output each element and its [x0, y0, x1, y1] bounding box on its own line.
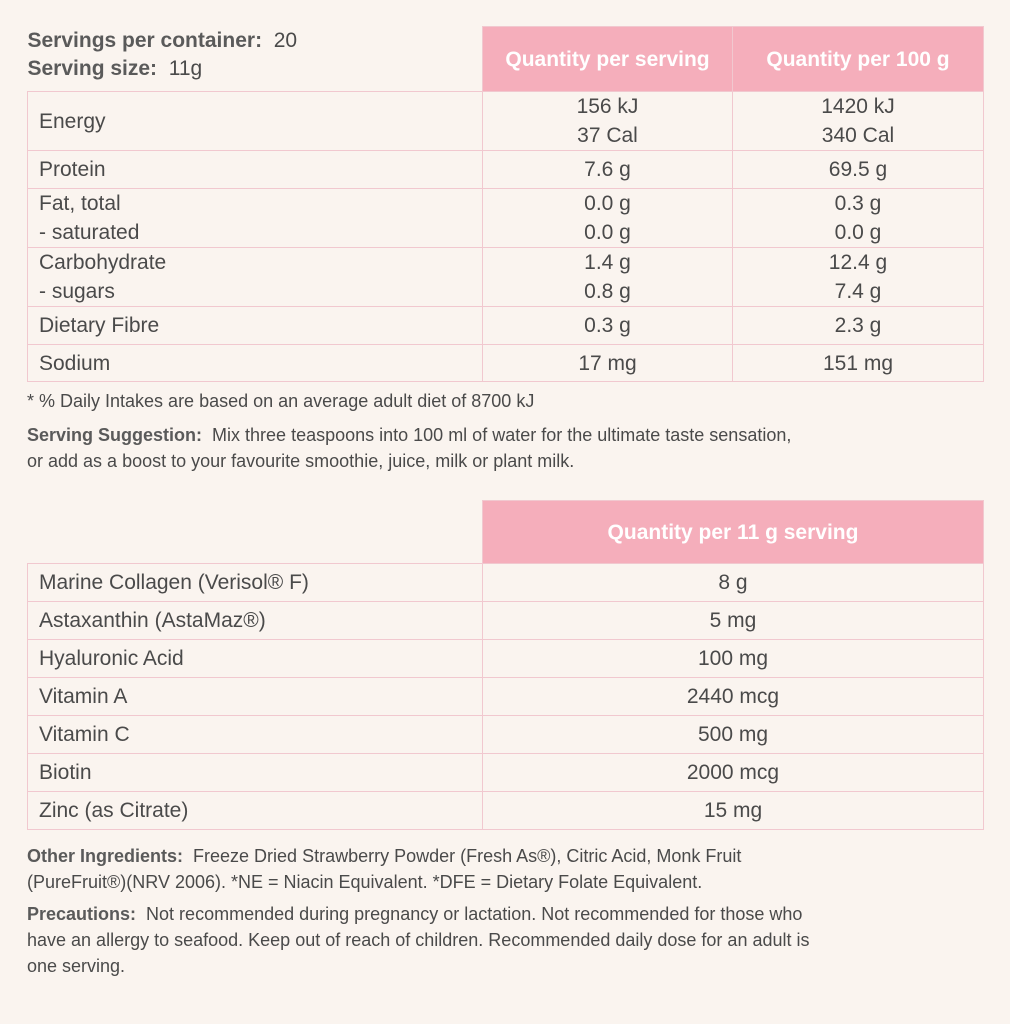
header-quantity-per-11g-serving: Quantity per 11 g serving — [483, 501, 984, 564]
nutrient-serving-value: 156 kJ 37 Cal — [483, 92, 733, 151]
actives-table — [27, 500, 984, 830]
table-row — [28, 92, 984, 151]
table-row — [28, 248, 984, 307]
other-ingredients: Other Ingredients: Freeze Dried Strawberry Powder (Fresh As®), Citric Acid, Monk Fruit (PureFruit®)(NRV 2006). *NE = Niacin Equivalent. *DFE = Dietary Folate Equivalent. — [27, 846, 742, 892]
table-row — [28, 151, 984, 189]
ingredient-name: Biotin — [28, 754, 483, 792]
ingredient-name: Marine Collagen (Verisol® F) — [28, 564, 483, 602]
header-quantity-per-serving: Quantity per serving — [483, 27, 733, 92]
nutrient-name: Fat, total - saturated — [28, 189, 483, 248]
header-quantity-per-100g: Quantity per 100 g — [733, 27, 984, 92]
nutrient-name: Dietary Fibre — [28, 307, 483, 345]
serving-info — [28, 27, 483, 92]
nutrient-serving-value: 1.4 g 0.8 g — [483, 248, 733, 307]
table-row — [28, 792, 984, 830]
serving-suggestion: Serving Suggestion: Mix three teaspoons into 100 ml of water for the ultimate taste sensation, or add as a boost to your favourite smoothie, juice, milk or plant milk. — [27, 425, 792, 471]
ingredient-name: Vitamin A — [28, 678, 483, 716]
nutrient-100g-value: 69.5 g — [733, 151, 984, 189]
ingredient-value: 2000 mcg — [483, 754, 984, 792]
daily-intake-note: * % Daily Intakes are based on an average adult diet of 8700 kJ — [27, 391, 535, 411]
nutrient-100g-value: 2.3 g — [733, 307, 984, 345]
nutrient-100g-value: 12.4 g 7.4 g — [733, 248, 984, 307]
ingredient-name: Astaxanthin (AstaMaz®) — [28, 602, 483, 640]
ingredient-value: 500 mg — [483, 716, 984, 754]
table-row — [28, 640, 984, 678]
nutrient-100g-value: 151 mg — [733, 345, 984, 382]
table-row — [28, 716, 984, 754]
table-row — [28, 189, 984, 248]
nutrient-serving-value: 17 mg — [483, 345, 733, 382]
servings-per-container: Servings per container: 20 — [27, 28, 298, 52]
nutrition-table — [27, 26, 984, 382]
table-row — [28, 602, 984, 640]
nutrient-serving-value: 7.6 g — [483, 151, 733, 189]
ingredient-name: Hyaluronic Acid — [28, 640, 483, 678]
ingredient-value: 8 g — [483, 564, 984, 602]
nutrient-name: Carbohydrate - sugars — [28, 248, 483, 307]
nutrient-name: Energy — [28, 92, 483, 151]
ingredient-name: Zinc (as Citrate) — [28, 792, 483, 830]
table-row — [28, 754, 984, 792]
nutrient-name: Sodium — [28, 345, 483, 382]
serving-size: Serving size: 11g — [27, 56, 203, 80]
table-row — [28, 345, 984, 382]
ingredient-value: 15 mg — [483, 792, 984, 830]
nutrient-100g-value: 1420 kJ 340 Cal — [733, 92, 984, 151]
nutrient-serving-value: 0.0 g 0.0 g — [483, 189, 733, 248]
precautions: Precautions: Not recommended during pregnancy or lactation. Not recommended for those who have an allergy to seafood. Keep out of reach of children. Recommended daily dose for an adult is one serving. — [27, 904, 810, 976]
nutrient-name: Protein — [28, 151, 483, 189]
nutrient-serving-value: 0.3 g — [483, 307, 733, 345]
table-row — [28, 678, 984, 716]
ingredient-value: 2440 mcg — [483, 678, 984, 716]
nutrient-100g-value: 0.3 g 0.0 g — [733, 189, 984, 248]
ingredient-value: 100 mg — [483, 640, 984, 678]
table-row — [28, 307, 984, 345]
table-row — [28, 564, 984, 602]
ingredient-name: Vitamin C — [28, 716, 483, 754]
ingredient-value: 5 mg — [483, 602, 984, 640]
